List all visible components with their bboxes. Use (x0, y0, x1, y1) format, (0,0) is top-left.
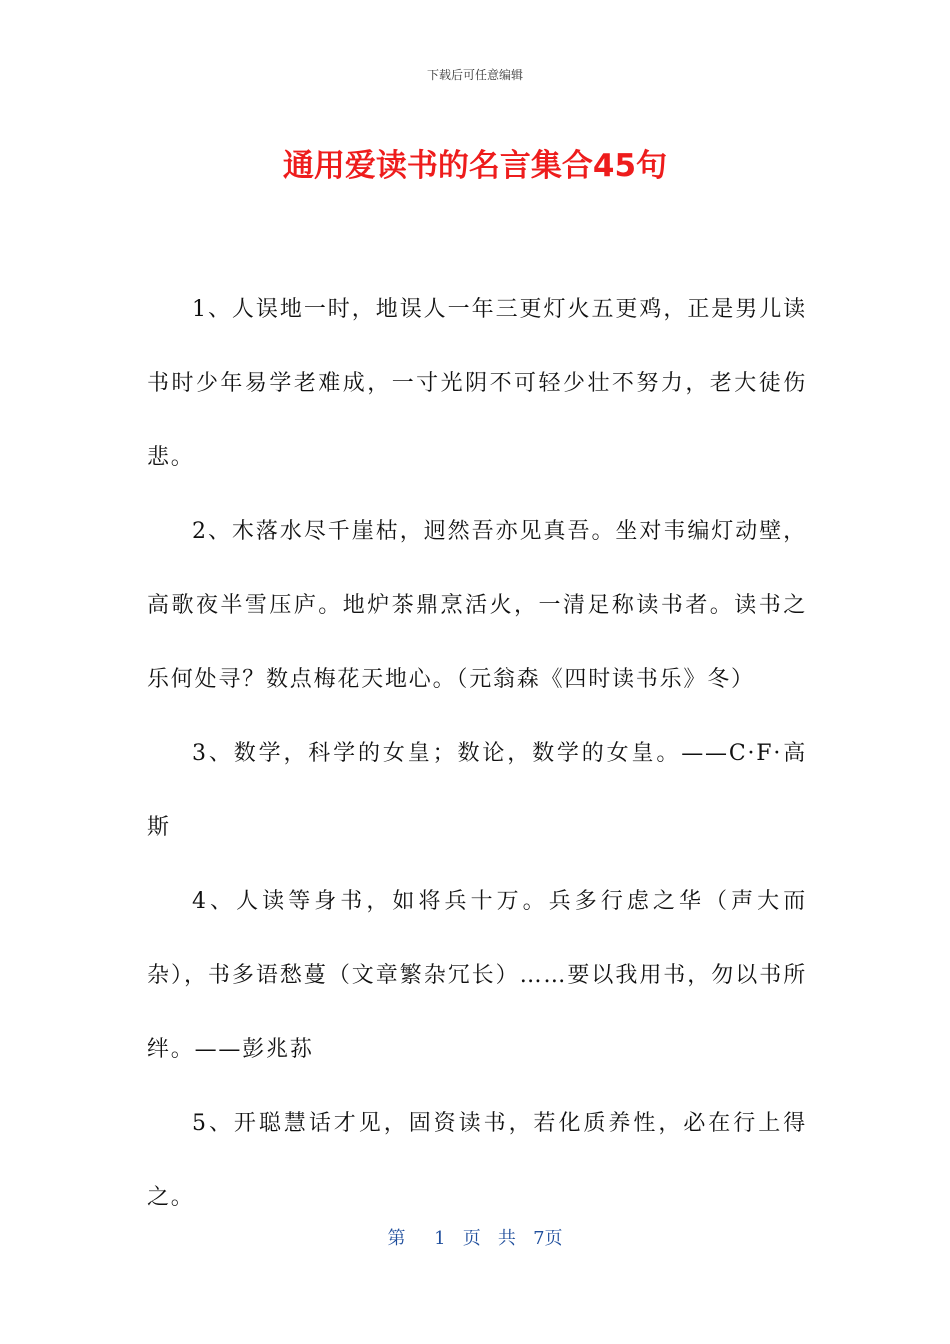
footer-page-label: 页 (462, 1228, 481, 1249)
document-body (147, 273, 807, 1235)
quote-paragraph-4: 4、人读等身书，如将兵十万。兵多行虑之华（声大而杂），书多语愁蔓（文章繁杂冗长）……要以我用书，勿以书所绊。——彭兆荪 (147, 889, 807, 1062)
footer-prefix: 第 (387, 1228, 406, 1249)
header-note: 下载后可任意编辑 (426, 68, 523, 82)
quote-paragraph-3: 3、数学，科学的女皇；数论，数学的女皇。——C·F·高斯 (147, 741, 807, 840)
footer-total-label: 共 (497, 1228, 516, 1249)
document-title: 通用爱读书的名言集合45句 (282, 148, 668, 184)
quote-paragraph-5: 5、开聪慧话才见，固资读书，若化质养性，必在行上得之。 (147, 1111, 807, 1210)
page-footer (0, 1224, 950, 1250)
footer-page-number: 1 (434, 1228, 446, 1249)
quote-paragraph-2: 2、木落水尽千崖枯，迥然吾亦见真吾。坐对韦编灯动壁，高歌夜半雪压庐。地炉茶鼎烹活火，一清足称读书者。读书之乐何处寻？数点梅花天地心。（元翁森《四时读书乐》冬） (147, 519, 807, 692)
quote-paragraph-1: 1、人误地一时，地误人一年三更灯火五更鸡，正是男儿读书时少年易学老难成，一寸光阴不可轻少壮不努力，老大徒伤悲。 (147, 297, 807, 470)
footer-total-pages: 7页 (533, 1228, 563, 1249)
